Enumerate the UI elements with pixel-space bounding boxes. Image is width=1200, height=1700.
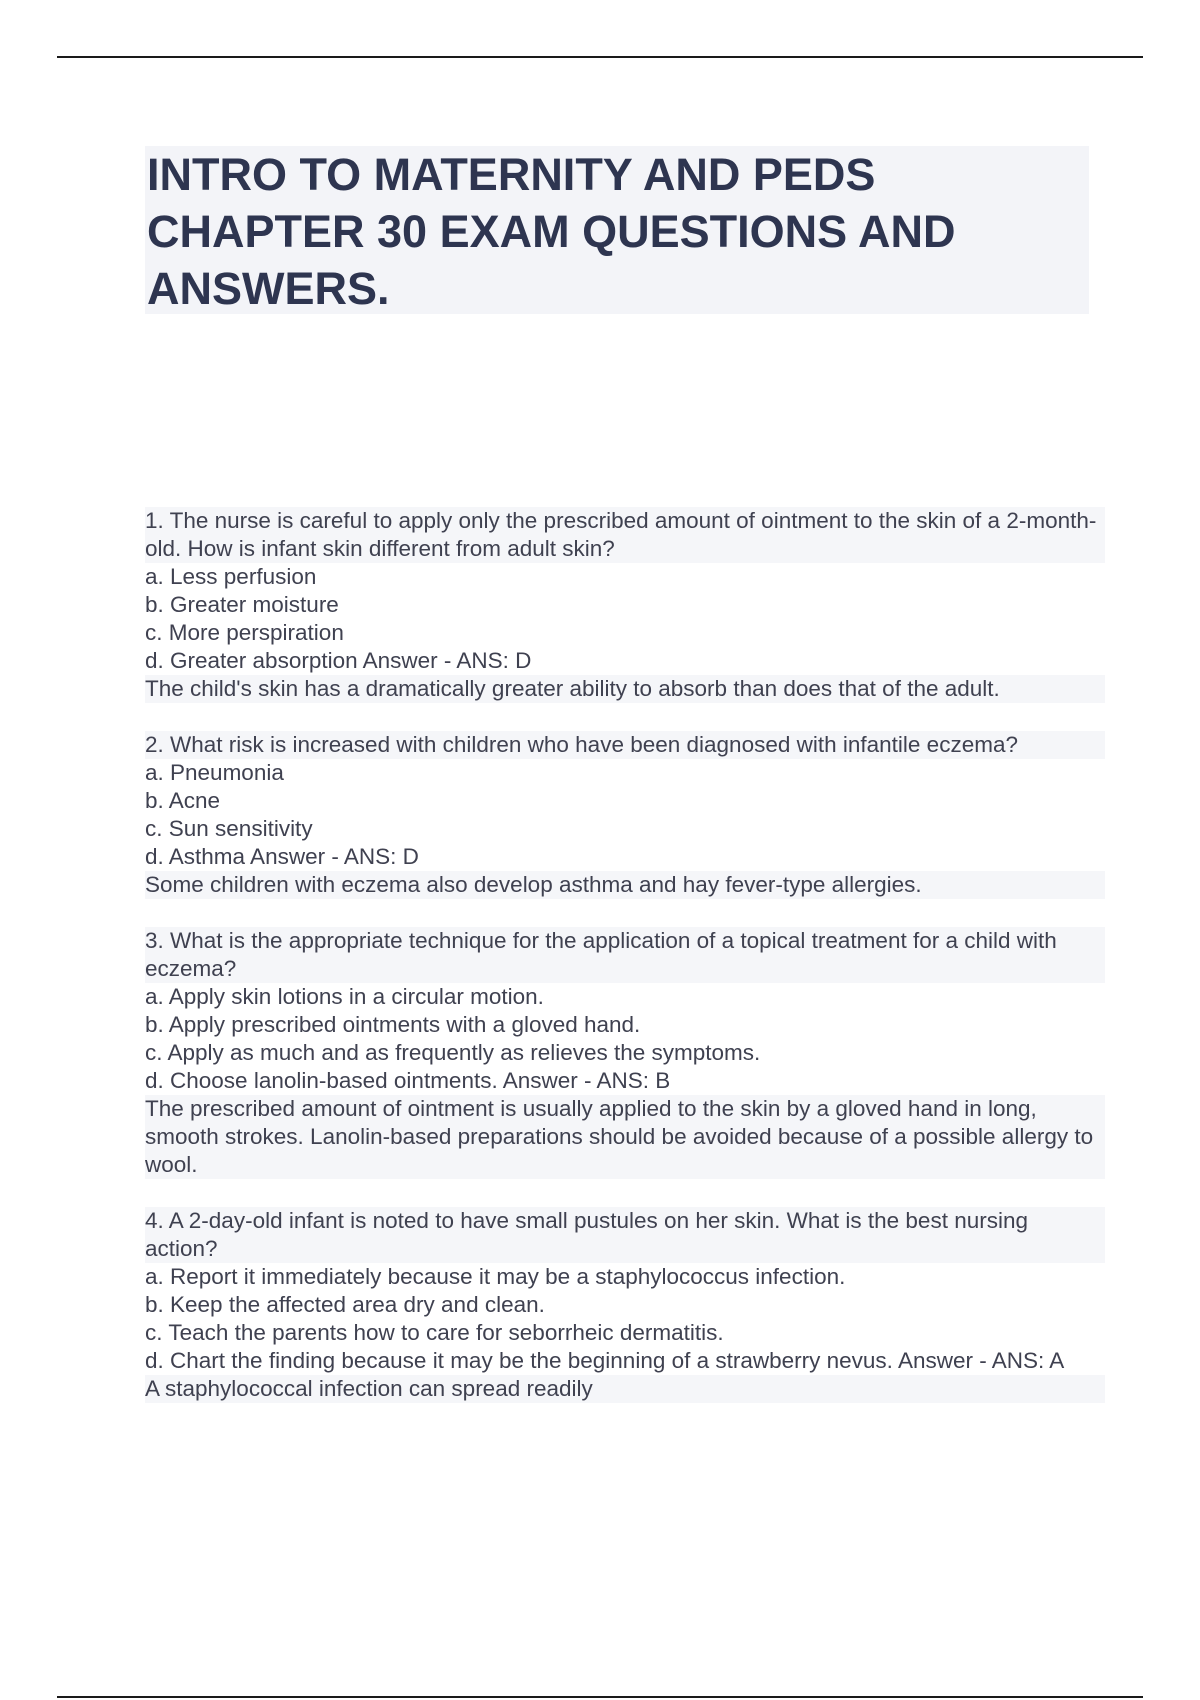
footer-rule: [57, 1696, 1143, 1698]
question-stem: 4. A 2-day-old infant is noted to have small pustules on her skin. What is the best nursing action?: [145, 1207, 1105, 1263]
question-item: [145, 507, 1105, 703]
answer-option: a. Apply skin lotions in a circular motion.: [145, 984, 544, 1009]
question-item: [145, 1207, 1105, 1403]
question-item: [145, 731, 1105, 899]
answer-option: d. Asthma Answer - ANS: D: [145, 844, 419, 869]
question-item: [145, 927, 1105, 1179]
answer-option: c. Apply as much and as frequently as relieves the symptoms.: [145, 1040, 761, 1065]
answer-option: a. Less perfusion: [145, 564, 317, 589]
title-block: [145, 146, 1089, 314]
answer-option: c. Sun sensitivity: [145, 816, 313, 841]
qa-content: [145, 507, 1105, 1431]
answer-option: a. Pneumonia: [145, 760, 284, 785]
document-title: INTRO TO MATERNITY AND PEDS CHAPTER 30 EXAM QUESTIONS AND ANSWERS.: [147, 149, 956, 314]
answer-option: b. Acne: [145, 788, 221, 813]
answer-option: c. More perspiration: [145, 620, 344, 645]
answer-option: c. Teach the parents how to care for seborrheic dermatitis.: [145, 1320, 724, 1345]
answer-option: a. Report it immediately because it may be a staphylococcus infection.: [145, 1264, 846, 1289]
answer-rationale: The prescribed amount of ointment is usually applied to the skin by a gloved hand in long, smooth strokes. Lanolin-based preparations should be avoided because of a possible allergy to wool.: [145, 1095, 1105, 1179]
answer-option: d. Choose lanolin-based ointments. Answer - ANS: B: [145, 1068, 671, 1093]
answer-option: b. Greater moisture: [145, 592, 339, 617]
answer-rationale: The child's skin has a dramatically greater ability to absorb than does that of the adult.: [145, 675, 1105, 703]
answer-rationale: A staphylococcal infection can spread readily: [145, 1375, 1105, 1403]
answer-option: b. Apply prescribed ointments with a gloved hand.: [145, 1012, 641, 1037]
header-rule: [57, 56, 1143, 58]
answer-rationale: Some children with eczema also develop asthma and hay fever-type allergies.: [145, 871, 1105, 899]
answer-option: d. Greater absorption Answer - ANS: D: [145, 648, 532, 673]
question-stem: 1. The nurse is careful to apply only the prescribed amount of ointment to the skin of a 2-month-old. How is infant skin different from adult skin?: [145, 507, 1105, 563]
answer-option: b. Keep the affected area dry and clean.: [145, 1292, 545, 1317]
question-stem: 2. What risk is increased with children who have been diagnosed with infantile eczema?: [145, 731, 1105, 759]
answer-option: d. Chart the finding because it may be the beginning of a strawberry nevus. Answer - ANS: A: [145, 1348, 1065, 1373]
question-stem: 3. What is the appropriate technique for the application of a topical treatment for a child with eczema?: [145, 927, 1105, 983]
